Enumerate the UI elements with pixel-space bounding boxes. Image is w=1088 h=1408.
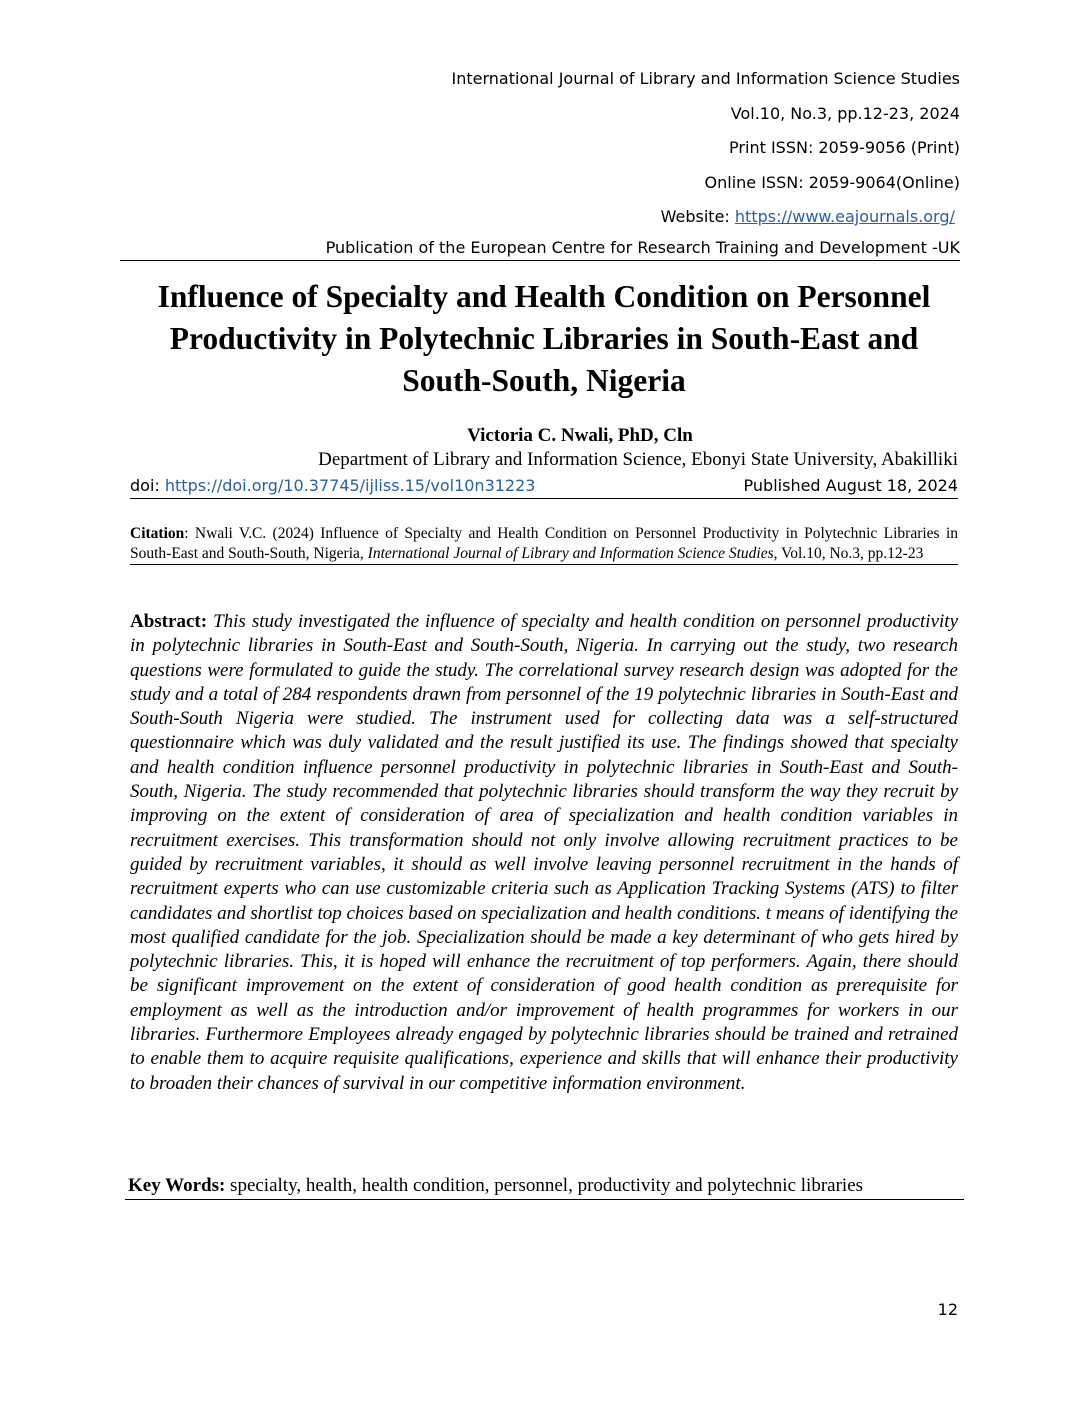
paper-title: Influence of Specialty and Health Condition on Personnel Productivity in Polytechnic Libraries in South-East and South-South, Nigeria (157, 279, 931, 398)
citation-tail: , Vol.10, No.3, pp.12-23 (773, 544, 924, 562)
citation-journal: International Journal of Library and Information Science Studies (367, 544, 774, 562)
citation (130, 524, 958, 565)
published-date: Published August 18, 2024 (743, 476, 958, 495)
doi-link[interactable]: https://doi.org/10.37745/ijliss.15/vol10n31223 (164, 476, 536, 495)
online-issn: Online ISSN: 2059-9064(Online) (704, 172, 960, 192)
citation-text: : Nwali V.C. (2024) Influence of Specialty and Health Condition on Personnel Productivity in Polytechnic Libraries in South-East and South-South, Nigeria, (130, 525, 958, 562)
citation-label: Citation (130, 525, 185, 542)
publisher-line: Publication of the European Centre for Research Training and Development -UK (120, 235, 960, 261)
print-issn: Print ISSN: 2059-9056 (Print) (729, 138, 960, 157)
doi-label: doi: (130, 476, 160, 495)
abstract-text: This study investigated the influence of specialty and health condition on personnel productivity in polytechnic libraries in South-East and South-South, Nigeria. In carrying out the study, two research questions were formulated to guide the study. The correlational survey research design was adopted for the study and a total of 284 respondents drawn from personnel of the 19 polytechnic libraries in South-East and South-South Nigeria were studied. The instrument used for collecting data was a self-structured questionnaire which was duly validated and the result justified its use. The findings showed that specialty and health condition influence personnel productivity in polytechnic libraries in South-East and South-South, Nigeria. The study recommended that polytechnic libraries should transform the way they recruit by improving on the extent of consideration of area of specialization and health condition variables in recruitment exercises. This transformation should not only involve allowing recruitment practices to be guided by recruitment variables, it should as well involve leaving personnel recruitment in the hands of recruitment experts who can use customizable criteria such as Application Tracking Systems (ATS) to filter candidates and shortlist top choices based on specialization and health conditions. t means of identifying the most qualified candidate for the job. Specialization should be made a key determinant of who gets hired by polytechnic libraries. This, it is hoped will enhance the recruitment of top performers. Again, there should be significant improvement on the extent of consideration of good health condition as prerequisite for employment as well as the introduction and/or improvement of health programmes for workers in our libraries. Furthermore Employees already engaged by polytechnic libraries should be trained and retrained to enable them to acquire requisite qualifications, experience and skills that will enhance their productivity to broaden their chances of survival in our competitive information environment. (130, 611, 959, 1094)
doi-row (130, 474, 958, 499)
website-link[interactable]: https://www.eajournals.org/ (734, 207, 955, 226)
doi (130, 474, 535, 498)
keywords (125, 1174, 964, 1200)
journal-header (120, 62, 960, 261)
keywords-text: specialty, health, health condition, personnel, productivity and polytechnic libraries (225, 1175, 864, 1196)
abstract (130, 610, 958, 1096)
author-name: Victoria C. Nwali, PhD, Cln (467, 425, 693, 446)
journal-volume: Vol.10, No.3, pp.12-23, 2024 (730, 103, 960, 123)
website-line (120, 200, 960, 235)
keywords-label: Key Words: (128, 1175, 226, 1196)
page-number: 12 (937, 1300, 958, 1319)
author-affiliation: Department of Library and Information Science, Ebonyi State University, Abakilliki (318, 449, 958, 470)
website-label: Website: (660, 207, 730, 226)
journal-name: International Journal of Library and Information Science Studies (451, 69, 960, 88)
abstract-label: Abstract: (130, 611, 208, 632)
